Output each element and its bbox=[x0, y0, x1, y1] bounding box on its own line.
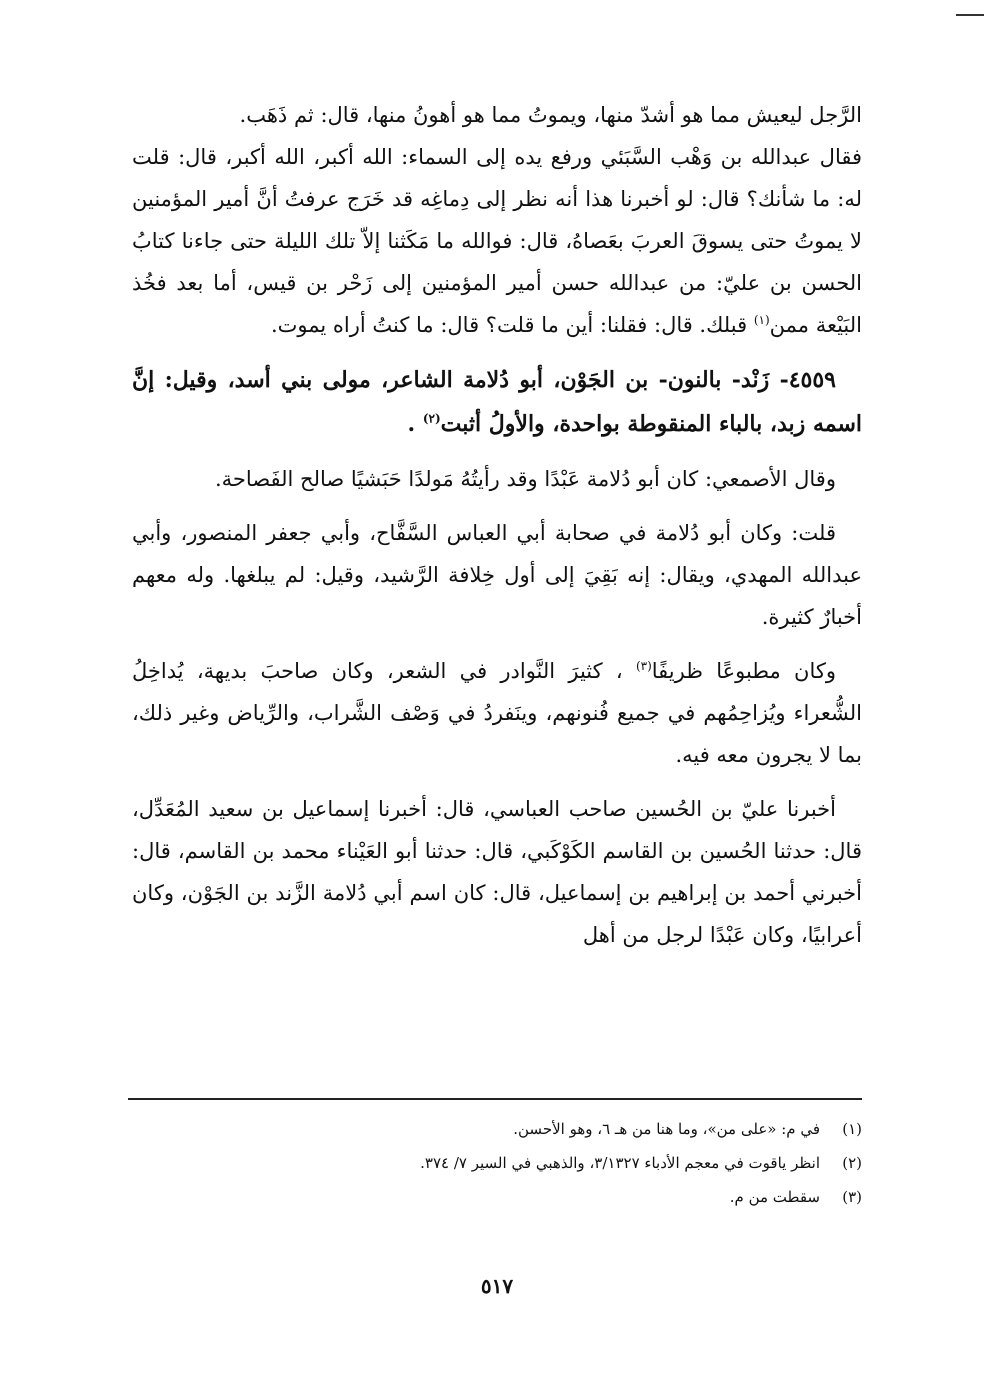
paragraph-2-text: فقال عبدالله بن وَهْب السَّبَئي ورفع يده إلى السماء: الله أكبر، الله أكبر، قال: قلت له: ما شأنك؟ قال: لو أخبرنا هذا أنه نظر إلى دِماغِه قد خَرَج عرفتُ أنَّ أمير المؤمنين لا يموتُ حتى يسوقَ العربَ بعَصاهُ، قال: فوالله ما مَكَثنا إلاّ تلك الليلة حتى جاءنا كتابُ الحسن بن عليّ: من عبدالله حسن أمير المؤمنين إلى زَحْر بن قيس، أما بعد فخُذ البَيْعة ممن bbox=[132, 145, 862, 337]
paragraph-2-end: قبلك. قال: فقلنا: أين ما قلت؟ قال: ما كنتُ أراه يموت. bbox=[270, 313, 754, 337]
paragraph-5-end: ، كثيرَ النَّوادر في الشعر، وكان صاحبَ بديهة، يُداخِلُ الشُّعراء ويُزاحِمُهم في جميع فُنونهم، وينَفردُ في وَصْف الشَّراب، والرِّياض وغير ذلك، بما لا يجرون معه فيه. bbox=[132, 659, 862, 767]
paragraph-6: أخبرنا عليّ بن الحُسين صاحب العباسي، قال: أخبرنا إسماعيل بن سعيد المُعَدِّل، قال: حدثنا الحُسين بن القاسم الكَوْكَبي، قال: حدثنا أبو العَيْناء محمد بن القاسم، قال: أخبرني أحمد بن إبراهيم بن إسماعيل، قال: كان اسم أبي دُلامة الزَّند بن الجَوْن، وكان أعرابيًا، وكان عَبْدًا لرجل من أهل bbox=[132, 797, 862, 947]
footnote-item bbox=[132, 1146, 862, 1180]
paragraph-5 bbox=[132, 650, 862, 776]
biography-entry-heading bbox=[132, 358, 862, 446]
paragraph-3: وقال الأصمعي: كان أبو دُلامة عَبْدًا وقد رأيتُهُ مَولدًا حَبَشيًا صالح الفَصاحة. bbox=[215, 467, 836, 491]
entry-end: . bbox=[407, 411, 423, 437]
footnote-number: (٣) bbox=[842, 1188, 862, 1206]
footnote-number: (١) bbox=[842, 1120, 862, 1138]
footnote-text: في م: «على من»، وما هنا من هـ ٦، وهو الأحسن. bbox=[513, 1120, 820, 1138]
footnote-item bbox=[132, 1180, 862, 1214]
footnotes bbox=[132, 1112, 862, 1214]
entry-text: ٤٥٥٩- زَنْد- بالنون- بن الجَوْن، أبو دُلامة الشاعر، مولى بني أسد، وقيل: إنَّ اسمه زبد، بالباء المنقوطة بواحدة، والأولُ أثبت bbox=[132, 367, 862, 437]
paragraph-1: الرَّجل ليعيش مما هو أشدّ منها، ويموتُ مما هو أهونُ منها، قال: ثم ذَهَب. bbox=[239, 103, 862, 127]
footnote-item bbox=[132, 1112, 862, 1146]
footnote-divider bbox=[128, 1098, 862, 1100]
scan-corner-mark bbox=[956, 14, 984, 16]
paragraph-4: قلت: وكان أبو دُلامة في صحابة أبي العباس السَّفَّاح، وأبي جعفر المنصور، وأبي عبدالله المهدي، ويقال: إنه بَقِيَ إلى أول خِلافة الرَّشيد، وقيل: لم يبلغها. وله معهم أخبارٌ كثيرة. bbox=[132, 521, 862, 629]
page-number: ٥١٧ bbox=[480, 1274, 514, 1298]
paragraph-2 bbox=[132, 136, 862, 346]
footnote-text: انظر ياقوت في معجم الأدباء ٣/١٣٢٧، والذهبي في السير ٧/ ٣٧٤. bbox=[420, 1154, 820, 1172]
footnote-ref-2: (٢) bbox=[422, 411, 441, 426]
main-text bbox=[132, 94, 862, 956]
footnote-text: سقطت من م. bbox=[729, 1188, 820, 1206]
footnote-number: (٢) bbox=[842, 1154, 862, 1172]
footnote-ref-3: (٣) bbox=[635, 659, 652, 673]
footnote-ref-1: (١) bbox=[753, 313, 770, 327]
paragraph-5-start: وكان مطبوعًا ظريفًا bbox=[651, 659, 836, 683]
